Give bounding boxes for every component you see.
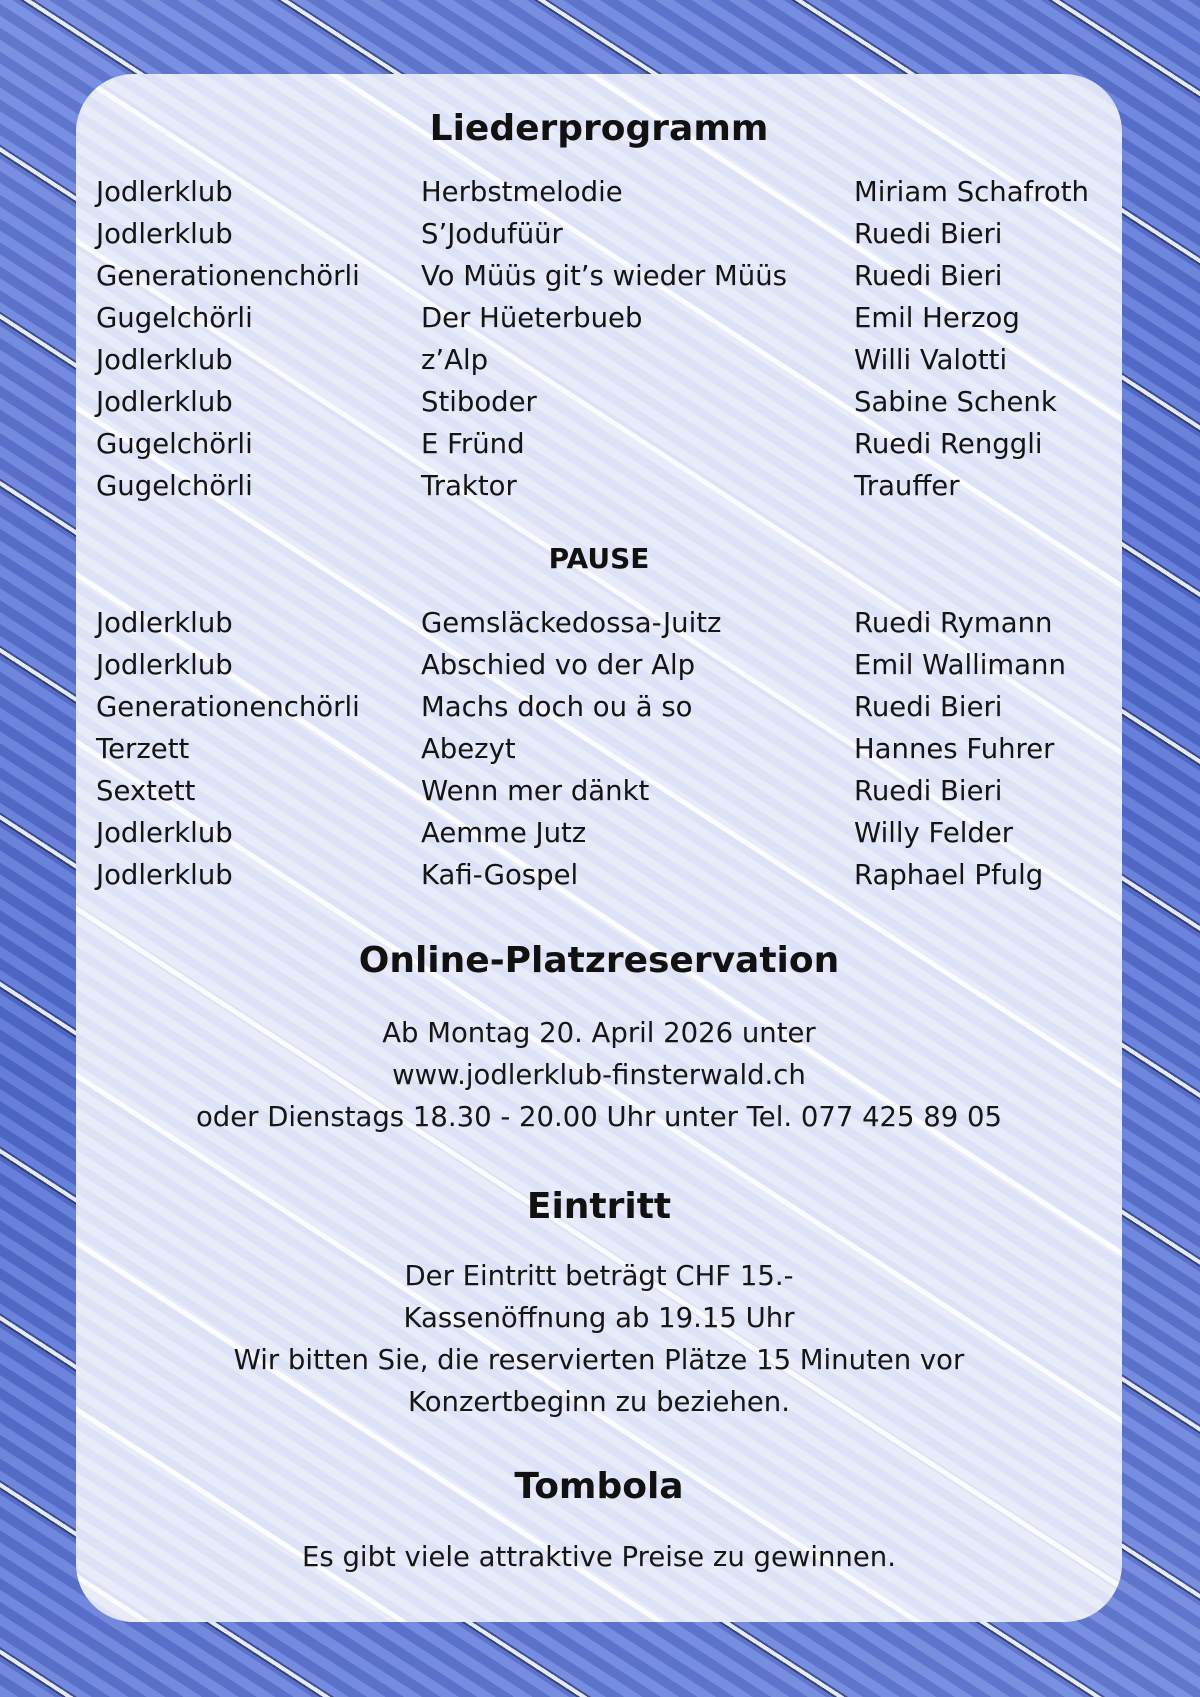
song-title: E Fründ	[421, 428, 525, 460]
composer-name: Willi Valotti	[854, 344, 1008, 376]
song-title: Kafi-Gospel	[421, 859, 579, 891]
song-title: Abschied vo der Alp	[421, 649, 696, 681]
group-name: Gugelchörli	[96, 470, 253, 502]
song-title: Machs doch ou ä so	[421, 691, 693, 723]
program-row	[76, 213, 1122, 255]
group-name: Jodlerklub	[96, 218, 233, 250]
raffle-title: Tombola	[514, 1466, 684, 1507]
song-title: Traktor	[421, 470, 517, 502]
composer-name: Raphael Pfulg	[854, 859, 1044, 891]
group-name: Generationenchörli	[96, 260, 360, 292]
pause-label: PAUSE	[548, 542, 650, 575]
program-row	[76, 381, 1122, 423]
song-title: Herbstmelodie	[421, 176, 623, 208]
composer-name: Emil Herzog	[854, 302, 1020, 334]
program-row	[76, 644, 1122, 686]
group-name: Jodlerklub	[96, 386, 233, 418]
program-title: Liederprogramm	[429, 108, 769, 149]
group-name: Generationenchörli	[96, 691, 360, 723]
admission-line-2: Kassenöffnung ab 19.15 Uhr	[403, 1302, 795, 1334]
song-title: Abezyt	[421, 733, 516, 765]
song-title: Wenn mer dänkt	[421, 775, 650, 807]
group-name: Gugelchörli	[96, 302, 253, 334]
composer-name: Ruedi Bieri	[854, 260, 1003, 292]
composer-name: Emil Wallimann	[854, 649, 1066, 681]
reservation-line-1: Ab Montag 20. April 2026 unter	[382, 1017, 816, 1049]
group-name: Gugelchörli	[96, 428, 253, 460]
program-row	[76, 171, 1122, 213]
composer-name: Ruedi Bieri	[854, 775, 1003, 807]
song-title: Aemme Jutz	[421, 817, 587, 849]
admission-line-1: Der Eintritt beträgt CHF 15.-	[404, 1260, 794, 1292]
composer-name: Sabine Schenk	[854, 386, 1057, 418]
program-row	[76, 854, 1122, 896]
group-name: Jodlerklub	[96, 344, 233, 376]
group-name: Sextett	[96, 775, 196, 807]
admission-line-3: Wir bitten Sie, die reservierten Plätze 15 Minuten vor	[233, 1344, 965, 1376]
program-row	[76, 602, 1122, 644]
reservation-phone-line: oder Dienstags 18.30 - 20.00 Uhr unter Tel. 077 425 89 05	[195, 1101, 1003, 1133]
song-title: Gemsläckedossa-Juitz	[421, 607, 722, 639]
admission-line-4: Konzertbeginn zu beziehen.	[408, 1386, 790, 1418]
reservation-title: Online-Platzreservation	[358, 940, 840, 981]
composer-name: Trauffer	[854, 470, 960, 502]
program-row	[76, 770, 1122, 812]
group-name: Jodlerklub	[96, 859, 233, 891]
composer-name: Ruedi Bieri	[854, 691, 1003, 723]
program-row	[76, 728, 1122, 770]
program-row	[76, 255, 1122, 297]
group-name: Jodlerklub	[96, 817, 233, 849]
program-row	[76, 686, 1122, 728]
composer-name: Ruedi Rymann	[854, 607, 1053, 639]
song-title: z’Alp	[421, 344, 489, 376]
composer-name: Miriam Schafroth	[854, 176, 1089, 208]
song-title: S’Jodufüür	[421, 218, 563, 250]
group-name: Jodlerklub	[96, 176, 233, 208]
song-title: Der Hüeterbueb	[421, 302, 643, 334]
composer-name: Ruedi Bieri	[854, 218, 1003, 250]
composer-name: Hannes Fuhrer	[854, 733, 1055, 765]
song-title: Vo Müüs git’s wieder Müüs	[421, 260, 787, 292]
composer-name: Willy Felder	[854, 817, 1014, 849]
group-name: Terzett	[96, 733, 190, 765]
group-name: Jodlerklub	[96, 649, 233, 681]
program-row	[76, 465, 1122, 507]
program-row	[76, 339, 1122, 381]
reservation-url-link[interactable]: www.jodlerklub-finsterwald.ch	[392, 1059, 806, 1091]
composer-name: Ruedi Renggli	[854, 428, 1043, 460]
content-panel	[76, 74, 1122, 1622]
song-title: Stiboder	[421, 386, 537, 418]
program-row	[76, 297, 1122, 339]
admission-title: Eintritt	[526, 1186, 672, 1227]
program-row	[76, 423, 1122, 465]
raffle-line-1: Es gibt viele attraktive Preise zu gewinnen.	[302, 1541, 896, 1573]
group-name: Jodlerklub	[96, 607, 233, 639]
program-row	[76, 812, 1122, 854]
